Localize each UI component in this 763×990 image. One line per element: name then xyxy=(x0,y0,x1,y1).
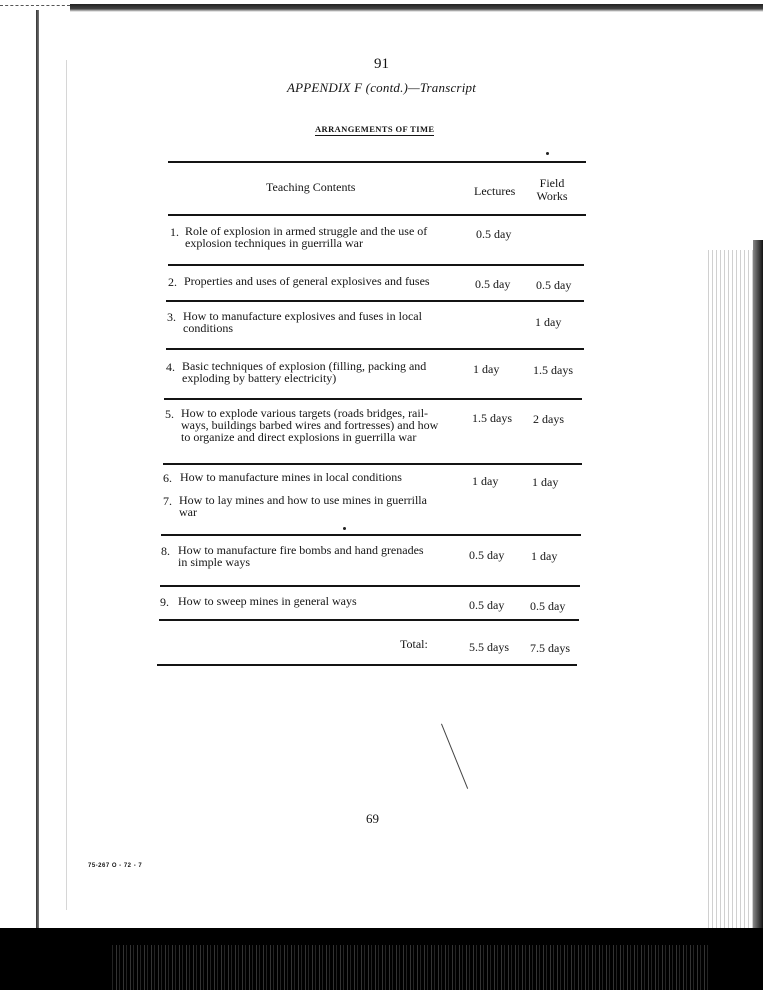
row-lectures: 0.5 day xyxy=(469,598,505,612)
header-teaching-contents: Teaching Contents xyxy=(266,180,356,194)
header-field-line1: Field xyxy=(539,176,565,190)
row-field-works: 1 day xyxy=(532,475,559,489)
row-field-works: 0.5 day xyxy=(536,278,572,292)
top-page-number: 91 xyxy=(374,56,389,72)
row-field-works: 1 day xyxy=(531,549,558,563)
total-field-works: 7.5 days xyxy=(530,641,570,655)
row-lectures: 0.5 day xyxy=(476,227,512,241)
table-rule xyxy=(164,398,582,400)
table-rule xyxy=(166,348,584,350)
row-content-line: to organize and direct explosions in guerrilla war xyxy=(181,430,417,444)
row-number: 3. xyxy=(167,310,176,324)
row-content-line: How to explode various targets (roads bridges, rail- xyxy=(181,406,429,420)
table-title: ARRANGEMENTS OF TIME xyxy=(315,124,435,134)
row-content-line: conditions xyxy=(183,321,233,335)
scan-right-edge xyxy=(753,240,763,990)
header-lectures: Lectures xyxy=(474,184,516,198)
row-content xyxy=(182,360,472,384)
table-rule-header xyxy=(168,214,586,216)
row-field-works: 0.5 day xyxy=(530,599,566,613)
row-number: 7. xyxy=(163,494,172,508)
scan-left-binding xyxy=(36,10,39,930)
row-field-works: 2 days xyxy=(533,412,564,426)
row-content-line: ways, buildings barbed wires and fortresses) and how xyxy=(181,418,439,432)
total-label: Total: xyxy=(400,637,428,651)
row-number: 8. xyxy=(161,544,170,558)
row-lectures: 1 day xyxy=(472,474,499,488)
stray-dot xyxy=(343,527,346,530)
row-content-line: How to manufacture explosives and fuses in local xyxy=(183,309,422,323)
row-content-line: How to sweep mines in general ways xyxy=(178,594,357,608)
row-content-line: Role of explosion in armed struggle and the use of xyxy=(185,224,428,238)
row-number: 2. xyxy=(168,275,177,289)
row-number: 9. xyxy=(160,595,169,609)
row-content-line: How to lay mines and how to use mines in guerrilla xyxy=(179,493,427,507)
row-number: 6. xyxy=(163,471,172,485)
bottom-page-number: 69 xyxy=(366,811,379,826)
row-lectures: 0.5 day xyxy=(475,277,511,291)
pencil-stroke xyxy=(441,724,468,789)
stray-dot xyxy=(546,152,549,155)
row-content-line: How to manufacture mines in local conditions xyxy=(180,470,402,484)
table-rule xyxy=(166,300,584,302)
row-content-line: Basic techniques of explosion (filling, packing and xyxy=(182,359,427,373)
header-field-line2: Works xyxy=(536,189,568,203)
row-content xyxy=(178,544,468,568)
row-content xyxy=(185,225,475,249)
scan-top-shadow xyxy=(70,4,763,12)
scan-bottom-noise xyxy=(110,945,710,990)
table-rule xyxy=(168,264,584,266)
table-rule xyxy=(163,463,582,465)
row-content xyxy=(178,595,468,607)
row-content xyxy=(183,310,473,334)
row-number: 4. xyxy=(166,360,175,374)
row-lectures: 0.5 day xyxy=(469,548,505,562)
total-lectures: 5.5 days xyxy=(469,640,509,654)
table-rule-bottom xyxy=(157,664,577,666)
row-content xyxy=(179,494,469,518)
row-content-line: explosion techniques in guerrilla war xyxy=(185,236,363,250)
row-field-works: 1.5 days xyxy=(533,363,573,377)
appendix-heading: APPENDIX F (contd.)—Transcript xyxy=(286,80,477,95)
table-rule xyxy=(160,585,580,587)
row-content-line: How to manufacture fire bombs and hand grenades xyxy=(178,543,424,557)
row-content-line: exploding by battery electricity) xyxy=(182,371,337,385)
row-lectures: 1 day xyxy=(473,362,500,376)
row-content xyxy=(184,275,474,287)
table-rule xyxy=(161,534,581,536)
header-field-works xyxy=(532,177,572,203)
row-number: 1. xyxy=(170,225,179,239)
row-field-works: 1 day xyxy=(535,315,562,329)
row-content xyxy=(180,471,470,483)
scan-left-crease xyxy=(66,60,67,910)
row-content-line: in simple ways xyxy=(178,555,250,569)
row-content-line: Properties and uses of general explosives and fuses xyxy=(184,274,430,288)
row-content-line: war xyxy=(179,505,197,519)
row-number: 5. xyxy=(165,407,174,421)
row-content xyxy=(181,407,471,443)
table-rule-top xyxy=(168,161,586,163)
print-code: 75-267 O - 72 - 7 xyxy=(88,863,143,869)
scan-edge-dashes xyxy=(0,5,70,7)
row-lectures: 1.5 days xyxy=(472,411,512,425)
table-rule xyxy=(159,619,579,621)
